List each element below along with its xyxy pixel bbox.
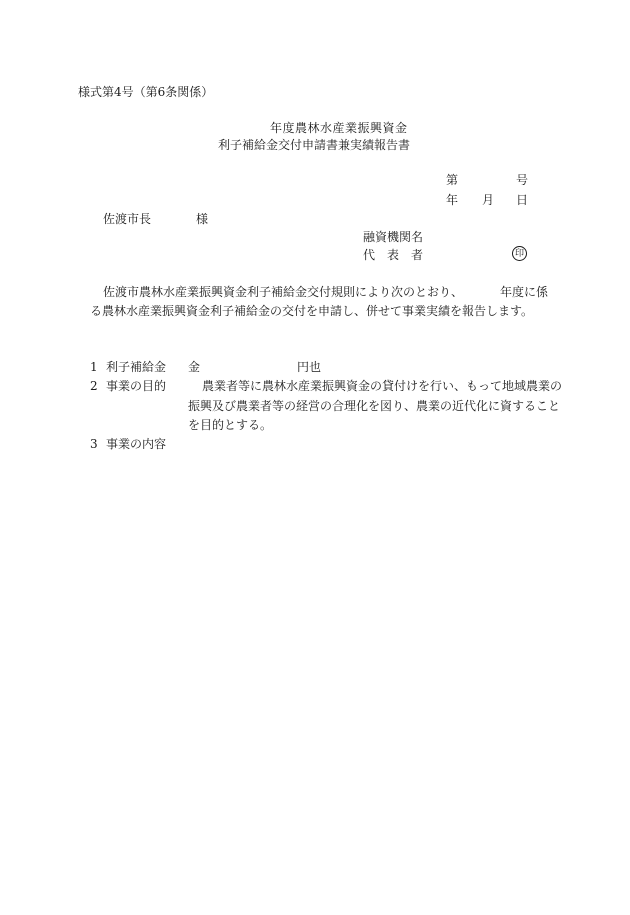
institution-label: 融資機関名 [363,230,424,244]
addressee-honorific: 様 [196,212,209,226]
document-number-suffix: 号 [516,173,529,187]
body-text-line-1: 佐渡市農林水産業振興資金利子補給金交付規則により次のとおり、 [103,285,464,299]
amount-prefix: 金 [188,360,201,374]
date-month: 月 [482,193,495,207]
body-text-line-1-end: 年度に係 [500,285,549,299]
title-line-1: 年度農林水産業振興資金 [270,121,408,135]
date-year: 年 [446,193,459,207]
document-number-prefix: 第 [446,173,459,187]
representative-label: 代 表 者 [363,248,424,262]
form-number: 様式第4号（第6条関係） [78,85,214,99]
body-text-line-2: る農林水産業振興資金利子補給金の交付を申請し、併せて事業実績を報告します。 [90,304,534,318]
title-line-2: 利子補給金交付申請書兼実績報告書 [218,138,411,152]
item-label-content: 事業の内容 [106,437,167,451]
item-number: 2 [90,379,98,393]
addressee-name: 佐渡市長 [103,212,152,226]
seal-icon: 印 [512,246,527,261]
amount-suffix: 円也 [297,360,322,374]
item-label-subsidy: 利子補給金 [106,360,167,374]
date-day: 日 [516,193,529,207]
purpose-text-line-3: を目的とする。 [188,418,273,432]
purpose-text-line-1: 農業者等に農林水産業振興資金の貸付けを行い、もって地域農業の [202,379,563,393]
item-label-purpose: 事業の目的 [106,379,167,393]
item-number: 3 [90,437,98,451]
item-number: 1 [90,360,98,374]
purpose-text-line-2: 振興及び農業者等の経営の合理化を図り、農業の近代化に資すること [188,399,561,413]
